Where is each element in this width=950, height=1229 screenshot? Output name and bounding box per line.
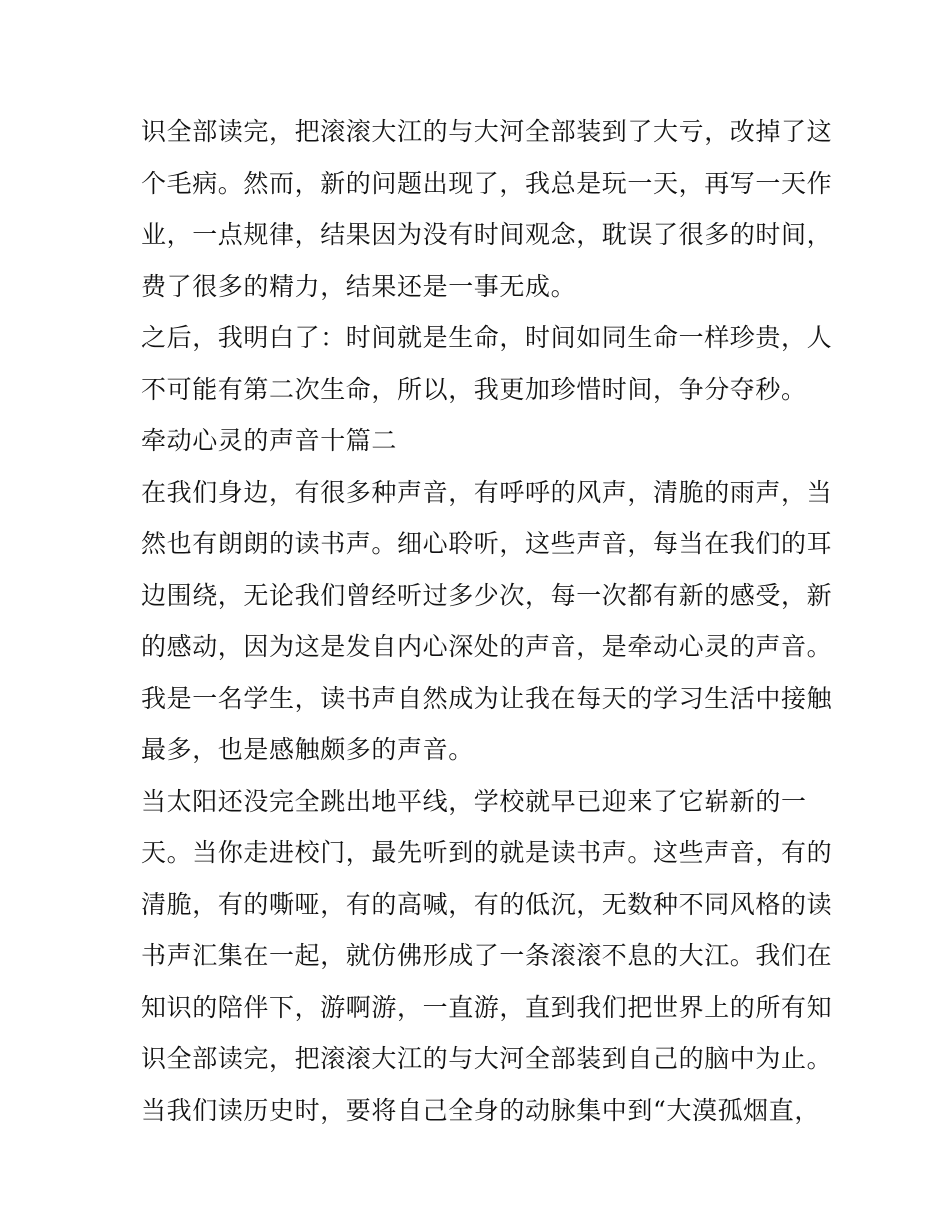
text-line: 知识的陪伴下，游啊游，一直游，直到我们把世界上的所有知 bbox=[141, 992, 833, 1022]
text-line: 的感动，因为这是发自内心深处的声音，是牵动心灵的声音。 bbox=[141, 632, 833, 661]
text-line: 之后，我明白了：时间就是生命，时间如同生命一样珍贵，人 bbox=[141, 323, 833, 352]
text-line: 不可能有第二次生命，所以，我更加珍惜时间，争分夺秒。 bbox=[141, 374, 807, 404]
text-line: 清脆，有的嘶哑，有的高喊，有的低沉，无数种不同风格的读 bbox=[141, 889, 833, 919]
text-line: 费了很多的精力，结果还是一事无成。 bbox=[141, 271, 577, 301]
text-line: 识全部读完，把滚滚大江的与大河全部装到自己的脑中为止。 bbox=[141, 1044, 833, 1073]
text-line: 书声汇集在一起，就仿佛形成了一条滚滚不息的大江。我们在 bbox=[141, 941, 833, 970]
text-line: 个毛病。然而，新的问题出现了，我总是玩一天，再写一天作 bbox=[141, 168, 833, 198]
document-body bbox=[141, 106, 833, 1136]
text-line: 然也有朗朗的读书声。细心聆听，这些声音，每当在我们的耳 bbox=[141, 529, 833, 558]
text-line: 天。当你走进校门，最先听到的就是读书声。这些声音，有的 bbox=[141, 838, 833, 867]
text-line: 边围绕，无论我们曾经听过多少次，每一次都有新的感受，新 bbox=[141, 580, 833, 610]
text-line: 当我们读历史时，要将自己全身的动脉集中到“大漠孤烟直， bbox=[141, 1095, 820, 1125]
section-heading: 牵动心灵的声音十篇二 bbox=[141, 426, 398, 455]
text-line: 我是一名学生，读书声自然成为让我在每天的学习生活中接触 bbox=[141, 683, 833, 713]
text-line: 识全部读完，把滚滚大江的与大河全部装到了大亏，改掉了这 bbox=[141, 117, 833, 146]
text-line: 业，一点规律，结果因为没有时间观念，耽误了很多的时间， bbox=[141, 220, 833, 249]
text-line: 当太阳还没完全跳出地平线，学校就早已迎来了它崭新的一 bbox=[141, 786, 807, 816]
text-line: 最多，也是感触颇多的声音。 bbox=[141, 735, 474, 764]
text-line: 在我们身边，有很多种声音，有呼呼的风声，清脆的雨声，当 bbox=[141, 477, 833, 507]
